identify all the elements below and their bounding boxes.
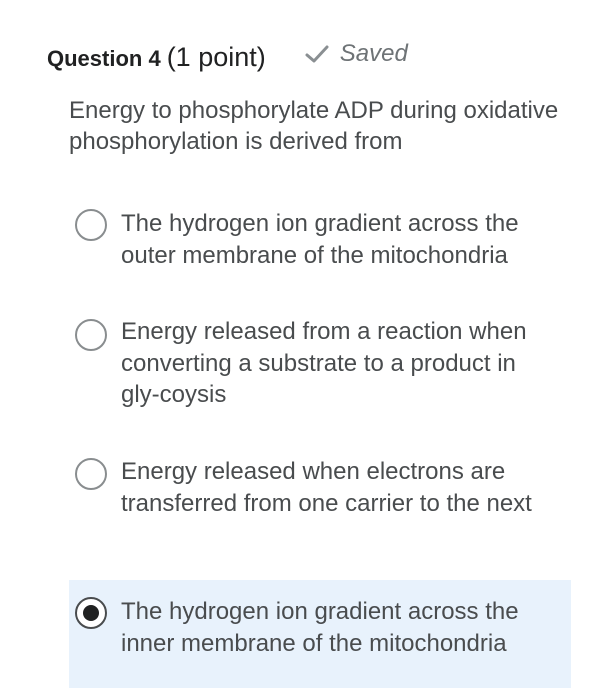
- answer-option-text: Energy released from a reaction when converting a substrate to a product in gly-coysis: [121, 318, 527, 408]
- answer-option-text: The hydrogen ion gradient across the inner membrane of the mitochondria: [121, 598, 519, 657]
- answer-option-text: The hydrogen ion gradient across the outer membrane of the mitochondria: [121, 210, 519, 269]
- radio-button-option-4-selected[interactable]: [75, 597, 107, 629]
- answer-option-text: Energy released when electrons are transferred from one carrier to the next: [121, 458, 532, 517]
- question-header: [47, 42, 408, 78]
- radio-button-option-3[interactable]: [75, 458, 107, 490]
- question-label: Question 4: [47, 46, 161, 71]
- question-prompt: Energy to phosphorylate ADP during oxidative phosphorylation is derived from: [69, 97, 559, 155]
- question-points: (1 point): [166, 42, 266, 72]
- radio-button-option-1[interactable]: [75, 209, 107, 241]
- check-icon: [304, 44, 330, 64]
- saved-status: [304, 40, 408, 68]
- radio-button-option-2[interactable]: [75, 319, 107, 351]
- saved-label: Saved: [339, 40, 408, 67]
